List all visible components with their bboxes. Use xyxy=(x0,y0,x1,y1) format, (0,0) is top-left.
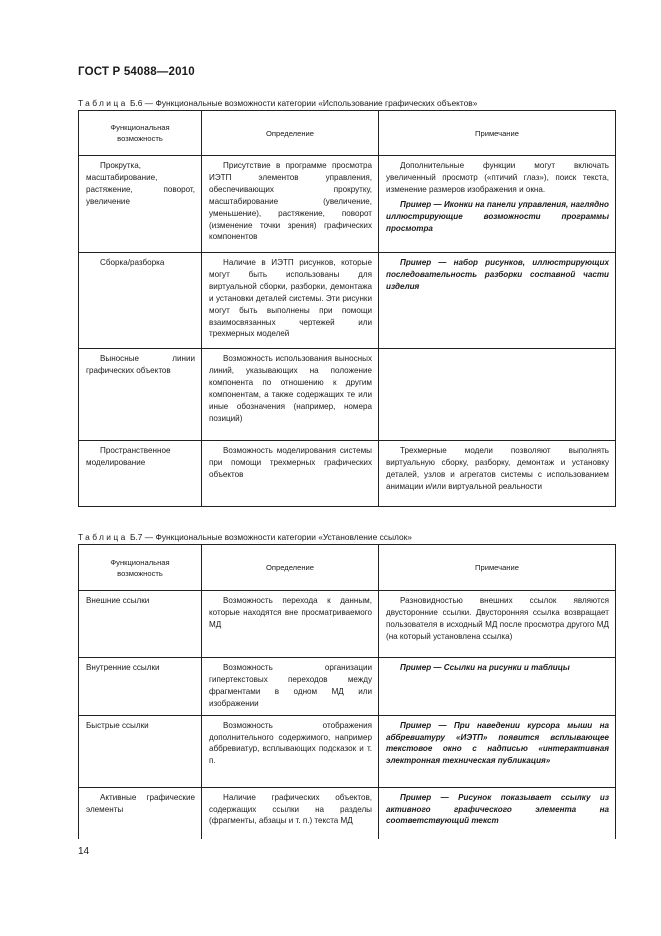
table6-row3-note xyxy=(379,349,615,358)
table7-row2-definition: Возможность организации гипертекстовых переходов между фрагментами в одном МД или изображении xyxy=(209,663,372,708)
table7-header-row xyxy=(79,545,616,591)
table6-caption-word: Таблица xyxy=(78,98,128,108)
table6-row3-feature: Выносные линии графических объектов xyxy=(86,354,195,375)
table6-col-feature: Функциональная возможность xyxy=(79,111,202,156)
table6-header-row xyxy=(79,111,616,156)
table6 xyxy=(78,110,616,507)
table7-caption-word: Таблица xyxy=(78,532,128,542)
table6-row1-note: Дополнительные функции могут включать увеличенный просмотр («птичий глаз»), поиск текста, изменение размеров изображения и окна. xyxy=(386,161,609,194)
table-row xyxy=(79,349,616,441)
table7-caption-text: Б.7 — Функциональные возможности категории «Установление ссылок» xyxy=(129,532,412,542)
table6-row2-definition: Наличие в ИЭТП рисунков, которые могут быть использованы для виртуальной сборки, разборки, демонтажа и установки деталей системы. Эти рисунки могут быть выполнены при помощи взаимосвязанных чертежей или трехмерных моделей xyxy=(209,258,372,339)
table7-col-note: Примечание xyxy=(379,545,616,591)
table7-row3-definition: Возможность отображения дополнительного содержимого, например аббревиатур, всплывающих подсказок и т. п. xyxy=(209,720,372,766)
table7-row1-definition: Возможность перехода к данным, которые находятся вне просматриваемого МД xyxy=(209,596,372,629)
table7-row4-feature: Активные графические элементы xyxy=(86,792,195,814)
table6-row1-feature: Прокрутка, масштабирование, растяжение, поворот, увеличение xyxy=(86,161,195,206)
table6-col-definition: Определение xyxy=(202,111,379,156)
table7-row1-note: Разновидностью внешних ссылок являются двусторонние ссылки. Двусторонняя ссылка возвращает пользователя в исходный МД после просмотра другого МД (на который установлена ссылка) xyxy=(386,596,609,641)
table7-col-feature: Функциональная возможность xyxy=(79,545,202,591)
table7-row1-feature: Внешние ссылки xyxy=(86,596,150,605)
table6-row2-example: Пример — набор рисунков, иллюстрирующих последовательность разборки составной части изделия xyxy=(386,258,609,291)
table7-row4-definition: Наличие графических объектов, содержащих ссылки на разделы (фрагменты, абзацы и т. п.) текста МД xyxy=(209,792,372,826)
table6-row3-definition: Возможность использования выносных линий, указывающих на положение компонента по отношению к другим компонентам, а также содержащих те или иные обозначения (например, номера позиций) xyxy=(209,354,372,423)
table6-caption-text: Б.6 — Функциональные возможности категории «Использование графических объектов» xyxy=(129,98,478,108)
table-row xyxy=(79,441,616,507)
table6-col-note: Примечание xyxy=(379,111,616,156)
table7 xyxy=(78,544,616,839)
table6-row2-feature: Сборка/разборка xyxy=(100,258,165,267)
table-row xyxy=(79,591,616,658)
table7-row3-feature: Быстрые ссылки xyxy=(86,720,149,730)
document-code: ГОСТ Р 54088—2010 xyxy=(78,66,195,78)
table-row xyxy=(79,658,616,716)
page-number: 14 xyxy=(78,846,90,857)
table-row xyxy=(79,787,616,839)
table7-row2-feature: Внутренние ссылки xyxy=(86,663,160,672)
table7-col-definition: Определение xyxy=(202,545,379,591)
table7-row2-example: Пример — Ссылки на рисунки и таблицы xyxy=(400,663,570,672)
table6-row1-definition: Присутствие в программе просмотра ИЭТП элементов управления, обеспечивающих прокрутку, масштабирование (увеличение, уменьшение), растяжение, поворот (изменение точки зрения) графических компонентов xyxy=(209,161,372,242)
table7-caption xyxy=(78,532,412,542)
table-row xyxy=(79,253,616,349)
table7-row3-example: Пример — При наведении курсора мыши на аббревиатуру «ИЭТП» появится всплывающее текстовое окно с надписью «интерактивная электронная техническая публикация» xyxy=(386,720,609,766)
table-row xyxy=(79,715,616,787)
table6-row1-example: Пример — Иконки на панели управления, наглядно иллюстрирующие возможности программы просмотра xyxy=(386,199,609,233)
table6-row4-definition: Возможность моделирования системы при помощи трехмерных графических объектов xyxy=(209,446,372,479)
table6-row4-note: Трехмерные модели позволяют выполнять виртуальную сборку, разборку, демонтаж и установку деталей, узлов и агрегатов системы с использованием анимации и/или виртуальной реальности xyxy=(386,446,609,491)
table-row xyxy=(79,156,616,253)
table6-caption xyxy=(78,98,477,108)
table6-row4-feature: Пространственное моделирование xyxy=(86,446,171,467)
table7-row4-example: Пример — Рисунок показывает ссылку из активного графического элемента на соответствующий текст xyxy=(386,792,609,826)
